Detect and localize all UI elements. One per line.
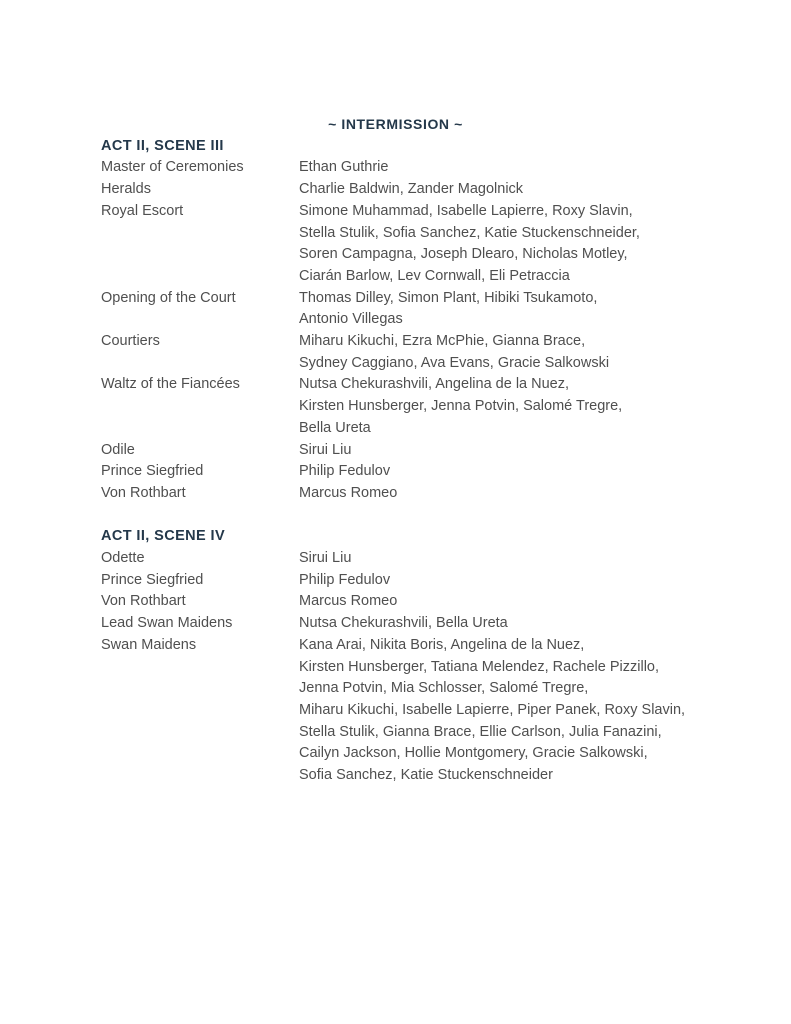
cast-row [101, 331, 731, 374]
role-label: Odile [101, 441, 135, 458]
performer-line: Ciarán Barlow, Lev Cornwall, Eli Petraccia [299, 267, 570, 284]
role-label: Swan Maidens [101, 636, 197, 653]
performer-line: Antonio Villegas [299, 311, 403, 328]
act-scene-section [101, 136, 731, 505]
role-label: Heralds [101, 181, 151, 198]
performer-line: Miharu Kikuchi, Isabelle Lapierre, Piper Panek, Roxy Slavin, [299, 701, 686, 718]
performer-line: Thomas Dilley, Simon Plant, Hibiki Tsukamoto, [299, 289, 598, 306]
role-label: Royal Escort [101, 202, 184, 219]
cast-row [101, 288, 731, 331]
performer-line: Cailyn Jackson, Hollie Montgomery, Gracie Salkowski, [299, 745, 648, 762]
role-label: Lead Swan Maidens [101, 615, 233, 632]
role-label: Prince Siegfried [101, 571, 204, 588]
performer-names [299, 374, 731, 439]
performer-line: Philip Fedulov [299, 463, 391, 480]
performer-line: Ethan Guthrie [299, 159, 389, 176]
performer-line: Kana Arai, Nikita Boris, Angelina de la Nuez, [299, 636, 585, 653]
performer-names [299, 201, 731, 288]
performer-line: Miharu Kikuchi, Ezra McPhie, Gianna Brace, [299, 333, 586, 350]
cast-row [101, 179, 731, 201]
cast-row [101, 613, 731, 635]
act-scene-heading: ACT II, SCENE III [101, 137, 224, 154]
performer-line: Stella Stulik, Sofia Sanchez, Katie Stuckenschneider, [299, 224, 640, 241]
intermission-title: ~ INTERMISSION ~ [328, 116, 463, 132]
performer-line: Sirui Liu [299, 550, 352, 567]
performer-line: Sydney Caggiano, Ava Evans, Gracie Salkowski [299, 354, 610, 371]
performer-names [299, 548, 731, 570]
cast-row [101, 440, 731, 462]
performer-line: Kirsten Hunsberger, Jenna Potvin, Salomé Tregre, [299, 398, 623, 415]
cast-row [101, 461, 731, 483]
cast-sections [0, 136, 791, 787]
performer-names [299, 613, 731, 635]
performer-names [299, 157, 731, 179]
performer-names [299, 483, 731, 505]
cast-row [101, 635, 731, 787]
role-label: Master of Ceremonies [101, 159, 244, 176]
role-label: Odette [101, 550, 145, 567]
performer-line: Jenna Potvin, Mia Schlosser, Salomé Tregre, [299, 680, 589, 697]
cast-row [101, 570, 731, 592]
cast-rows [101, 548, 731, 787]
role-label: Opening of the Court [101, 289, 236, 306]
performer-names [299, 288, 731, 331]
role-label: Von Rothbart [101, 593, 186, 610]
cast-row [101, 483, 731, 505]
performer-line: Sirui Liu [299, 441, 352, 458]
cast-row [101, 374, 731, 439]
role-label: Von Rothbart [101, 484, 186, 501]
performer-line: Kirsten Hunsberger, Tatiana Melendez, Rachele Pizzillo, [299, 658, 660, 675]
performer-line: Stella Stulik, Gianna Brace, Ellie Carlson, Julia Fanazini, [299, 723, 662, 740]
performer-line: Marcus Romeo [299, 593, 398, 610]
performer-names [299, 591, 731, 613]
performer-line: Charlie Baldwin, Zander Magolnick [299, 181, 524, 198]
cast-row [101, 591, 731, 613]
cast-row [101, 201, 731, 288]
performer-line: Nutsa Chekurashvili, Angelina de la Nuez, [299, 376, 570, 393]
act-scene-heading: ACT II, SCENE IV [101, 528, 226, 545]
performer-line: Nutsa Chekurashvili, Bella Ureta [299, 615, 508, 632]
performer-line: Simone Muhammad, Isabelle Lapierre, Roxy Slavin, [299, 202, 633, 219]
performer-names [299, 635, 731, 787]
performer-line: Philip Fedulov [299, 571, 391, 588]
performer-names [299, 461, 731, 483]
role-label: Prince Siegfried [101, 463, 204, 480]
performer-names [299, 331, 731, 374]
cast-row [101, 157, 731, 179]
performer-names [299, 570, 731, 592]
cast-row [101, 548, 731, 570]
performer-line: Bella Ureta [299, 419, 371, 436]
performer-line: Soren Campagna, Joseph Dlearo, Nicholas Motley, [299, 246, 628, 263]
performer-line: Sofia Sanchez, Katie Stuckenschneider [299, 767, 553, 784]
performer-names [299, 179, 731, 201]
performer-names [299, 440, 731, 462]
role-label: Waltz of the Fiancées [101, 376, 240, 393]
role-label: Courtiers [101, 333, 160, 350]
act-scene-section [101, 526, 731, 786]
performer-line: Marcus Romeo [299, 484, 398, 501]
cast-rows [101, 157, 731, 504]
